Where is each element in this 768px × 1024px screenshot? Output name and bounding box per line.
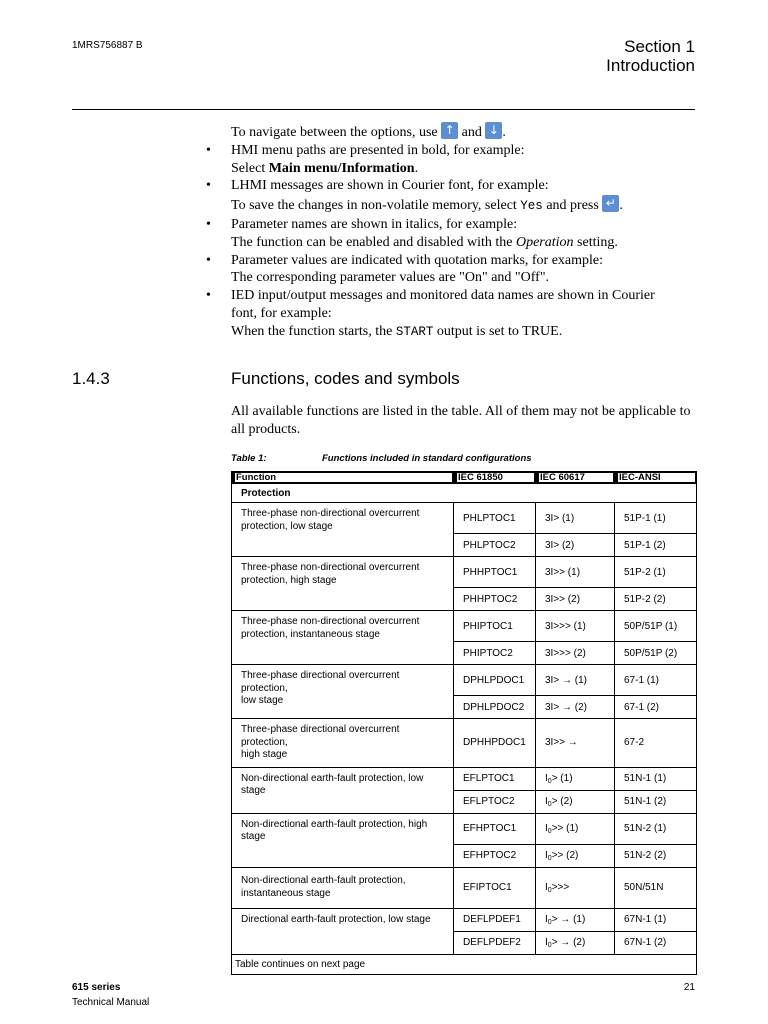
conventions-list: [206, 122, 701, 342]
iec60617-cell: [536, 908, 615, 931]
function-name-line: protection, high stage: [241, 574, 337, 586]
function-name-line: stage: [241, 831, 266, 842]
table-row: [232, 503, 697, 534]
ied-example: [231, 323, 701, 342]
ansi-cell: 51P-1 (1): [615, 503, 697, 534]
function-name-line: high stage: [241, 749, 288, 760]
subsection-title: Functions, codes and symbols: [231, 369, 460, 388]
function-cell: [232, 719, 454, 768]
table-group-row: [232, 484, 697, 503]
ansi-cell: 51N-1 (2): [615, 790, 697, 813]
symbol-part: > (1): [551, 772, 573, 784]
symbol-subscript: 0: [547, 941, 552, 949]
column-header: [536, 472, 615, 484]
example-end: .: [414, 160, 419, 176]
function-cell: [232, 503, 454, 557]
symbol-subscript: 0: [547, 777, 552, 785]
ied-text-line-1: IED input/output messages and monitored data names are shown in Courier: [231, 288, 655, 304]
table-row: [232, 867, 697, 908]
iec60617-cell: 3I> → (2): [536, 696, 615, 719]
table-row: [232, 719, 697, 768]
ansi-cell: 50P/51P (1): [615, 611, 697, 642]
iec61850-cell: PHLPTOC2: [454, 534, 536, 557]
lhmi-text: LHMI messages are shown in Courier font, for example:: [231, 178, 549, 194]
column-header: [615, 472, 697, 484]
function-cell: [232, 665, 454, 719]
ansi-cell: 51P-1 (2): [615, 534, 697, 557]
function-name-line: Non-directional earth-fault protection, low stage: [241, 772, 424, 796]
ied-text-line-2: font, for example:: [231, 305, 332, 321]
column-header-label: IEC 60617: [539, 473, 613, 482]
page-number: 21: [683, 982, 695, 993]
bullet: •: [206, 142, 211, 158]
lhmi-example: [231, 195, 701, 216]
example-mid: and press: [542, 198, 603, 214]
function-cell: [232, 611, 454, 665]
section-title: Introduction: [606, 56, 695, 75]
function-name-line: Non-directional earth-fault protection, high: [241, 818, 428, 830]
function-cell: [232, 557, 454, 611]
table-header-row: [232, 472, 697, 484]
param-names-text: Parameter names are shown in italics, for example:: [231, 216, 518, 232]
symbol-part: I: [545, 772, 548, 784]
ansi-cell: 67N-1 (2): [615, 931, 697, 954]
list-item: [206, 142, 701, 160]
iec60617-cell: [536, 813, 615, 844]
example-prefix: Select: [231, 160, 269, 176]
intro-line-2: all products.: [231, 422, 301, 437]
list-item: [206, 252, 701, 270]
function-name-line: instantaneous stage: [241, 887, 331, 899]
iec60617-cell: 3I>> (2): [536, 588, 615, 611]
iec60617-cell: 3I>> (1): [536, 557, 615, 588]
subsection-intro: [231, 403, 701, 439]
iec61850-cell: EFHPTOC1: [454, 813, 536, 844]
ansi-cell: 50P/51P (2): [615, 642, 697, 665]
arrow-down-icon: ↓: [485, 122, 502, 139]
menu-paths-text: HMI menu paths are presented in bold, for example:: [231, 142, 525, 158]
iec61850-cell: DEFLPDEF1: [454, 908, 536, 931]
param-values-text: Parameter values are indicated with quotation marks, for example:: [231, 252, 604, 268]
ansi-cell: 51N-2 (2): [615, 844, 697, 867]
symbol-part: > → (2): [551, 936, 586, 948]
list-item: [206, 287, 701, 305]
iec60617-cell: 3I>>> (1): [536, 611, 615, 642]
bullet: •: [206, 288, 211, 304]
iec60617-cell: 3I>> →: [536, 719, 615, 768]
nav-end: .: [502, 125, 506, 140]
bullet: •: [206, 178, 211, 194]
table-row: [232, 557, 697, 588]
iec61850-cell: EFIPTOC1: [454, 867, 536, 908]
lhmi-mono-value: Yes: [520, 199, 543, 214]
column-header: [232, 472, 454, 484]
iec61850-cell: DPHLPDOC2: [454, 696, 536, 719]
function-name-line: Three-phase non-directional overcurrent: [241, 616, 420, 627]
function-name-line: Non-directional earth-fault protection,: [241, 875, 406, 886]
function-name-line: Directional earth-fault protection, low stage: [241, 913, 431, 925]
iec61850-cell: DEFLPDEF2: [454, 931, 536, 954]
symbol-subscript: 0: [547, 827, 552, 835]
enter-key-icon: ↵: [602, 195, 619, 212]
list-item: [206, 216, 701, 234]
subsection-number: 1.4.3: [72, 369, 110, 388]
iec60617-cell: [536, 767, 615, 790]
iec60617-cell: [536, 931, 615, 954]
iec61850-cell: PHLPTOC1: [454, 503, 536, 534]
ansi-cell: 67-1 (2): [615, 696, 697, 719]
table-caption-text: Functions included in standard configurations: [322, 453, 532, 464]
symbol-part: >>>: [551, 881, 570, 893]
function-name-line: low stage: [241, 695, 284, 706]
table-row: [232, 908, 697, 931]
ied-mono-value: START: [395, 324, 434, 339]
symbol-part: > → (1): [551, 913, 586, 925]
symbol-subscript: 0: [547, 918, 552, 926]
iec61850-cell: EFLPTOC2: [454, 790, 536, 813]
function-name-line: protection, instantaneous stage: [241, 628, 380, 640]
param-values-example: The corresponding parameter values are "On" and "Off".: [231, 270, 550, 286]
iec60617-cell: [536, 790, 615, 813]
nav-instruction: [231, 122, 701, 142]
symbol-subscript: 0: [547, 854, 552, 862]
table-row: [232, 611, 697, 642]
example-end: .: [619, 198, 623, 214]
iec61850-cell: EFLPTOC1: [454, 767, 536, 790]
example-prefix: The function can be enabled and disabled with the: [231, 234, 516, 250]
function-cell: [232, 908, 454, 954]
bullet: •: [206, 252, 211, 268]
arrow-up-icon: ↑: [441, 122, 458, 139]
symbol-subscript: 0: [547, 886, 552, 894]
param-names-example: [231, 234, 701, 252]
iec60617-cell: 3I> (2): [536, 534, 615, 557]
footer-series: 615 series: [72, 982, 121, 993]
section-number: Section 1: [624, 37, 695, 56]
function-name-line: Three-phase directional overcurrent protection,: [241, 670, 400, 694]
iec61850-cell: DPHLPDOC1: [454, 665, 536, 696]
ansi-cell: 51N-2 (1): [615, 813, 697, 844]
ansi-cell: 51P-2 (1): [615, 557, 697, 588]
menu-paths-example: [231, 160, 701, 178]
table-row: [232, 665, 697, 696]
example-end: setting.: [573, 234, 618, 250]
column-header: [454, 472, 536, 484]
example-end: output is set to TRUE.: [433, 323, 563, 339]
param-name-italic: Operation: [515, 234, 574, 250]
symbol-part: I: [545, 936, 548, 948]
symbol-part: I: [545, 849, 548, 861]
iec61850-cell: PHHPTOC1: [454, 557, 536, 588]
ansi-cell: 67N-1 (1): [615, 908, 697, 931]
symbol-subscript: 0: [547, 800, 552, 808]
nav-and: and: [461, 125, 482, 140]
ansi-cell: 51N-1 (1): [615, 767, 697, 790]
table-footer-row: [232, 954, 697, 974]
footer-manual: Technical Manual: [72, 997, 150, 1008]
ansi-cell: 50N/51N: [615, 867, 697, 908]
header-rule: [72, 109, 695, 110]
symbol-part: I: [545, 881, 548, 893]
group-label: Protection: [232, 484, 697, 503]
iec61850-cell: DPHHPDOC1: [454, 719, 536, 768]
table-caption-label: Table 1:: [231, 453, 267, 464]
example-prefix: When the function starts, the: [231, 323, 396, 339]
iec60617-cell: [536, 867, 615, 908]
iec60617-cell: [536, 844, 615, 867]
symbol-part: I: [545, 795, 548, 807]
functions-table: [231, 471, 697, 975]
table-row: [232, 813, 697, 844]
nav-text: To navigate between the options, use: [231, 125, 438, 140]
iec61850-cell: PHHPTOC2: [454, 588, 536, 611]
function-cell: [232, 767, 454, 813]
function-name-line: protection, low stage: [241, 520, 333, 532]
example-prefix: To save the changes in non-volatile memory, select: [231, 198, 521, 214]
intro-line-1: All available functions are listed in the table. All of them may not be applicable to: [231, 404, 691, 419]
column-header-label: Function: [235, 473, 452, 482]
ansi-cell: 67-1 (1): [615, 665, 697, 696]
table-continues-note: Table continues on next page: [232, 954, 697, 974]
column-header-label: IEC-ANSI: [618, 473, 695, 482]
function-name-line: Three-phase directional overcurrent protection,: [241, 724, 400, 748]
list-item: [206, 177, 701, 195]
bullet: •: [206, 216, 211, 232]
column-header-label: IEC 61850: [457, 473, 534, 482]
iec60617-cell: 3I> → (1): [536, 665, 615, 696]
symbol-part: I: [545, 822, 548, 834]
ansi-cell: 67-2: [615, 719, 697, 768]
ansi-cell: 51P-2 (2): [615, 588, 697, 611]
iec60617-cell: 3I>>> (2): [536, 642, 615, 665]
symbol-part: >> (1): [551, 822, 579, 834]
menu-path-bold: Main menu/Information: [268, 160, 415, 176]
function-name-line: Three-phase non-directional overcurrent: [241, 562, 420, 573]
iec61850-cell: EFHPTOC2: [454, 844, 536, 867]
iec61850-cell: PHIPTOC2: [454, 642, 536, 665]
function-name-line: Three-phase non-directional overcurrent: [241, 508, 420, 519]
function-cell: [232, 813, 454, 867]
iec61850-cell: PHIPTOC1: [454, 611, 536, 642]
symbol-part: > (2): [551, 795, 573, 807]
iec60617-cell: 3I> (1): [536, 503, 615, 534]
document-id: 1MRS756887 B: [72, 40, 143, 51]
table-row: [232, 767, 697, 790]
function-cell: [232, 867, 454, 908]
symbol-part: >> (2): [551, 849, 579, 861]
symbol-part: I: [545, 913, 548, 925]
